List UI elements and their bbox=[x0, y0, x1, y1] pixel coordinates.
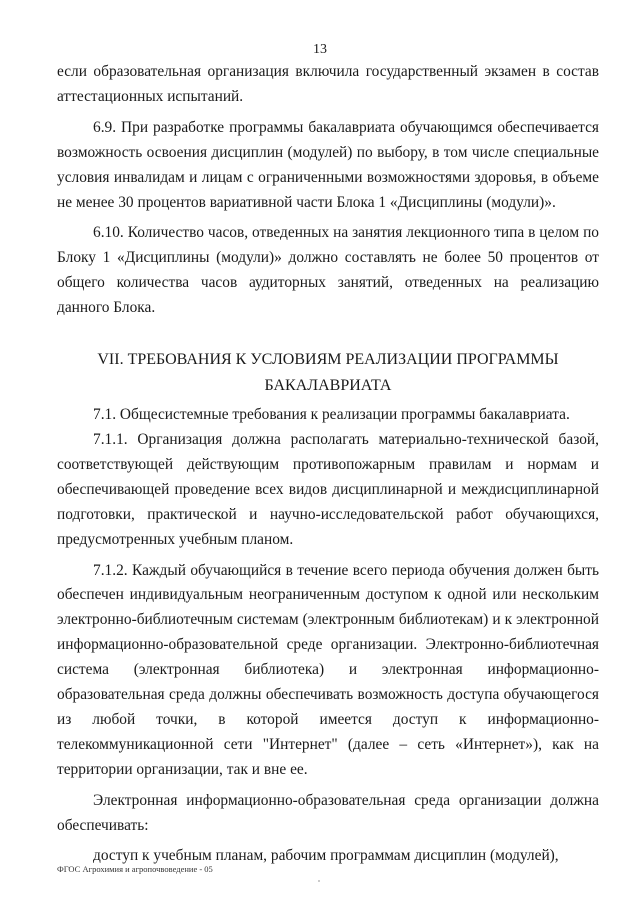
section-heading bbox=[57, 347, 599, 399]
section-heading-line1: VII. ТРЕБОВАНИЯ К УСЛОВИЯМ РЕАЛИЗАЦИИ ПРОГРАММЫ bbox=[97, 351, 559, 369]
paragraph-continuation: если образовательная организация включила государственный экзамен в состав аттестационных испытаний. bbox=[57, 63, 599, 105]
scan-speck bbox=[318, 880, 320, 882]
paragraph-6-9: 6.9. При разработке программы бакалавриата обучающимся обеспечивается возможность освоения дисциплин (модулей) по выбору, в том числе специальные условия инвалидам и лицам с ограниченными возможностями здоровья, в объеме не менее 30 процентов вариативной части Блока 1 «Дисциплины (модули)». bbox=[57, 118, 599, 211]
document-body bbox=[57, 60, 599, 869]
paragraph-7-1-1: 7.1.1. Организация должна располагать материально-технической базой, соответствующей действующим противопожарным правилам и нормам и обеспечивающей проведение всех видов дисциплинарной и междисциплинарной подготовки, практической и научно-исследовательской работ обучающихся, предусмотренных учебным планом. bbox=[57, 430, 599, 548]
paragraph-7-1-2: 7.1.2. Каждый обучающийся в течение всего периода обучения должен быть обеспечен индивидуальным неограниченным доступом к одной или нескольким электронно-библиотечным системам (электронным библиотекам) и к электронной информационно-образовательной среде организации. Электронно-библиотечная система (электронная библиотека) и электронная информационно-образовательная среда должны обеспечивать возможность доступа обучающегося из любой точки, в которой имеется доступ к информационно-телекоммуникационной сети "Интернет" (далее – сеть «Интернет»), как на территории организации, так и вне ее. bbox=[57, 561, 599, 778]
paragraph-eios: Электронная информационно-образовательная среда организации должна обеспечивать: bbox=[57, 791, 599, 834]
page-number: 13 bbox=[313, 42, 327, 57]
paragraph-7-1: 7.1. Общесистемные требования к реализации программы бакалавриата. bbox=[93, 406, 570, 424]
paragraph-6-10: 6.10. Количество часов, отведенных на занятия лекционного типа в целом по Блоку 1 «Дисциплины (модули)» должно составлять не более 50 процентов от общего количества часов аудиторных занятий, отведенных на реализацию данного Блока. bbox=[57, 224, 599, 317]
page-footer: ФГОС Агрохимия и агропочвоведение - 05 bbox=[57, 864, 213, 874]
paragraph-access: доступ к учебным планам, рабочим программам дисциплин (модулей), bbox=[93, 847, 559, 865]
section-heading-line2: БАКАЛАВРИАТА bbox=[264, 377, 392, 395]
